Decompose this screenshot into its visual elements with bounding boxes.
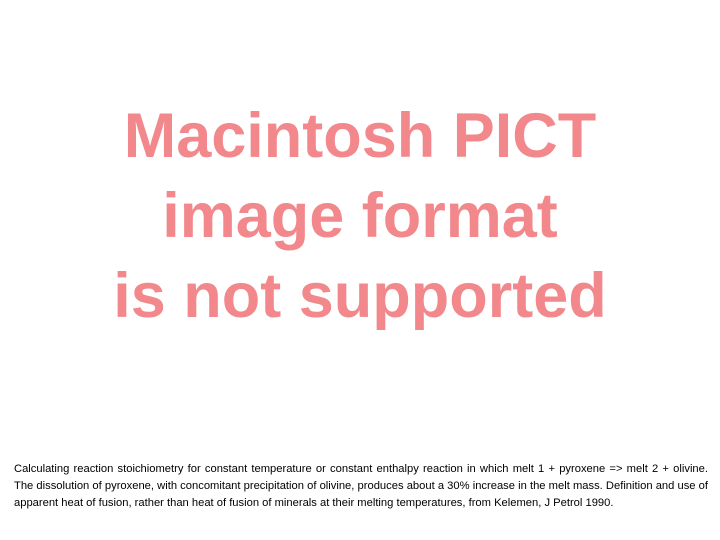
slide-caption: Calculating reaction stoichiometry for constant temperature or constant enthalpy reaction in which melt 1 + pyroxene => melt 2 + olivine. The dissolution of pyroxene, with concomitant precipitation of olivine, produces about a 30% increase in the melt mass. Definition and use of apparent heat of fusion, rather than heat of fusion of minerals at their melting temperatures, from Kelemen, J Petrol 1990.: [14, 463, 708, 509]
placeholder-line-2: image format: [162, 181, 558, 251]
placeholder-line-3: is not supported: [113, 261, 607, 331]
placeholder-line-1: Macintosh PICT: [123, 101, 597, 171]
unsupported-image-placeholder: [40, 96, 680, 336]
